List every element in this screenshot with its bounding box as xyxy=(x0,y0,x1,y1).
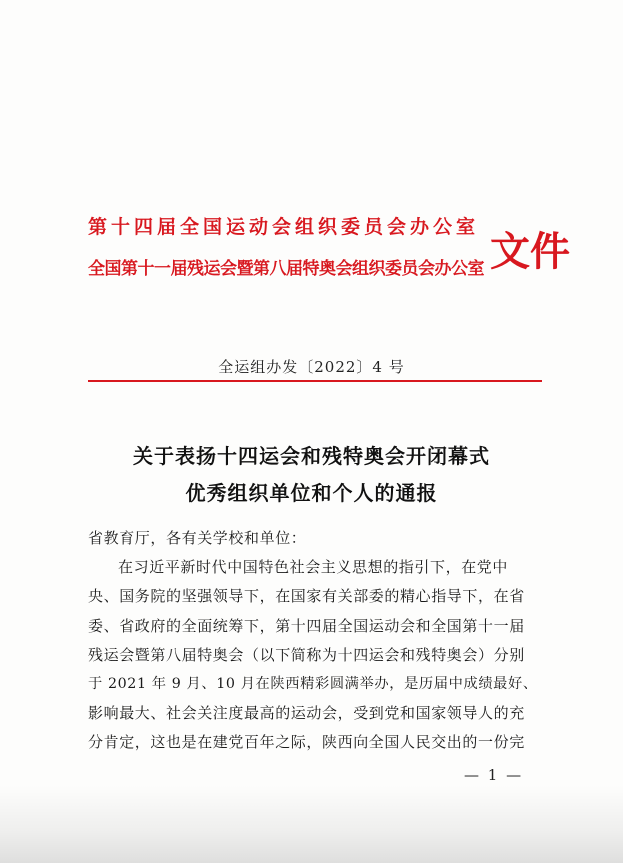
paragraph-line: 分肯定，这也是在建党百年之际，陕西向全国人民交出的一份完 xyxy=(88,733,525,752)
page-number: — 1 — xyxy=(464,766,524,784)
document-title-line-2: 优秀组织单位和个人的通报 xyxy=(185,481,438,505)
document-title-line-1: 关于表扬十四运会和残特奥会开闭幕式 xyxy=(133,444,490,468)
scan-edge-shadow xyxy=(0,785,623,863)
paragraph-line: 于 2021 年 9 月、10 月在陕西精彩圆满举办，是历届中成绩最好、 xyxy=(88,675,538,692)
organization-line-1: 第十四届全国运动会组织委员会办公室 xyxy=(88,216,480,238)
organization-line-2: 全国第十一届残运会暨第八届特奥会组织委员会办公室 xyxy=(88,259,484,279)
red-separator-line xyxy=(88,380,542,382)
paragraph-line: 影响最大、社会关注度最高的运动会，受到党和国家领导人的充 xyxy=(88,704,525,723)
paragraph-line: 委、省政府的全面统筹下，第十四届全国运动会和全国第十一届 xyxy=(88,616,525,635)
paragraph-line: 央、国务院的坚强领导下，在国家有关部委的精心指导下，在省 xyxy=(88,587,525,606)
issuing-organizations xyxy=(88,206,486,290)
salutation: 省教育厅，各有关学校和单位： xyxy=(88,529,307,547)
paragraph-line: 残运会暨第八届特奥会（以下简称为十四运会和残特奥会）分别 xyxy=(88,645,525,664)
document-body xyxy=(88,524,544,758)
document-header-suffix: 文件 xyxy=(490,228,570,275)
document-number: 全运组办发〔2022〕4 号 xyxy=(218,358,405,376)
paragraph-line: 在习近平新时代中国特色社会主义思想的指引下，在党中 xyxy=(118,558,509,577)
